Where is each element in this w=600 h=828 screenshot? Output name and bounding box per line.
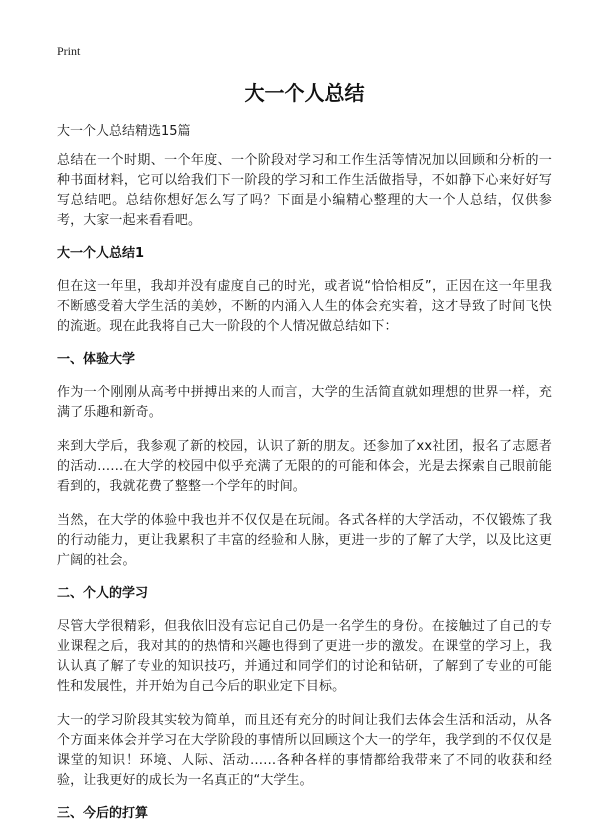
section-heading: 一、体验大学 [57, 352, 136, 367]
intro-paragraph: 总结在一个时期、一个年度、一个阶段对学习和工作生活等情况加以回顾和分析的一种书面材料，它可以给我们下一阶段的学习和工作生活做指导，不如静下心来好好写写总结吧。总结你想好怎么写了吗？下面是小编精心整理的大一个人总结，仅供参考，大家一起来看看吧。 [57, 153, 552, 228]
document-subtitle: 大一个人总结精选15篇 [57, 124, 191, 139]
section-heading: 三、今后的打算 [57, 806, 149, 821]
body-paragraph: 当然，在大学的体验中我也并不仅仅是在玩闹。各式各样的大学活动，不仅锻炼了我的行动能力，更让我累积了丰富的经验和人脉，更进一步的了解了大学，以及比这更广阔的社会。 [57, 513, 552, 568]
document-title: 大一个人总结 [244, 81, 365, 105]
section-future-plans [57, 805, 552, 823]
body-paragraph: 但在这一年里，我却并没有虚度自己的时光，或者说“恰恰相反”，正因在这一年里我不断感受着大学生活的美妙，不断的内涌入人生的体会充实着，这才导致了时间飞快的流逝。现在此我将自己大一阶段的个人情况做总结如下： [57, 279, 552, 334]
body-paragraph: 来到大学后，我参观了新的校园，认识了新的朋友。还参加了xx社团，报名了志愿者的活动……在大学的校园中似乎充满了无限的的可能和体会，光是去探索自己眼前能看到的，我就花费了整整一个学年的时间。 [57, 439, 552, 494]
body-paragraph: 大一的学习阶段其实较为简单，而且还有充分的时间让我们去体会生活和活动，从各个方面来体会并学习在大学阶段的事情所以回顾这个大一的学年，我学到的不仅仅是课堂的知识！环境、人际、活动……各种各样的事情都给我带来了不同的收获和经验，让我更好的成长为一名真正的“大学生。 [57, 713, 552, 788]
section-heading: 大一个人总结1 [57, 246, 145, 261]
body-paragraph: 尽管大学很精彩，但我依旧没有忘记自己仍是一名学生的身份。在接触过了自己的专业课程之后，我对其的的热情和兴趣也得到了更进一步的激发。在课堂的学习上，我认认真了解了专业的知识技巧，并通过和同学们的讨论和钻研，了解到了专业的可能性和发展性，并开始为自己今后的职业定下目标。 [57, 619, 552, 694]
section-personal-study [57, 585, 552, 791]
print-link[interactable]: Print [57, 44, 81, 58]
section-experience-university [57, 351, 552, 571]
section-heading: 二、个人的学习 [57, 586, 149, 601]
body-paragraph: 作为一个刚刚从高考中拼搏出来的人而言，大学的生活简直就如理想的世界一样，充满了乐趣和新奇。 [57, 385, 552, 420]
section-summary-1 [57, 245, 552, 337]
